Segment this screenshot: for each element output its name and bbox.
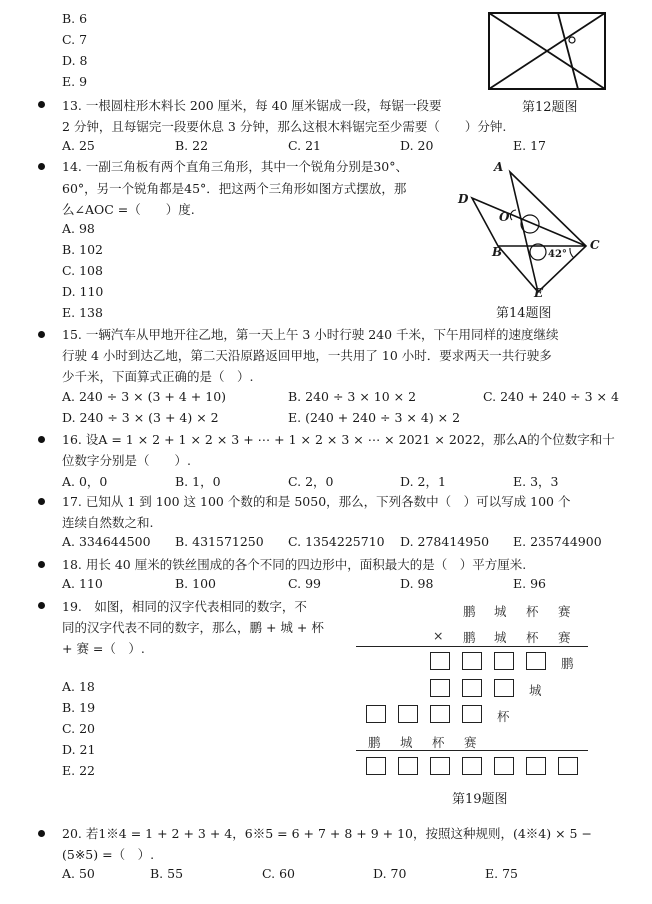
- puzzle-r1-c1: 鹏: [463, 604, 476, 619]
- puzzle-r2-c2: 城: [494, 630, 507, 645]
- puzzle-r4-c1: 鹏: [368, 735, 381, 750]
- q19-bullet: [38, 602, 45, 609]
- puzzle-times-sign: ×: [433, 628, 444, 643]
- puzzle-rule-1: [356, 646, 588, 647]
- puzzle-rule-2: [356, 750, 588, 751]
- q20-option-e: E. 75: [485, 866, 518, 881]
- puzzle-r1-c3: 杯: [526, 604, 539, 619]
- q14-text-line2: 60°，另一个锐角都是45°．把这两个三角形如图方式摆放，那: [62, 181, 407, 196]
- q16-option-d: D. 2，1: [400, 474, 446, 489]
- q12-option-b: B. 6: [62, 11, 88, 26]
- q14-option-c: C. 108: [62, 263, 103, 278]
- q12-option-c: C. 7: [62, 32, 88, 47]
- q17-bullet: [38, 498, 45, 505]
- puzzle-partial-2-label: 城: [529, 683, 542, 698]
- q15-text-line2: 行驶 4 小时到达乙地，第二天沿原路返回甲地，一共用了 10 小时．要求两天一共行驶多: [62, 348, 552, 363]
- puzzle-partial-1-label: 鹏: [561, 656, 574, 671]
- q18-option-c: C. 99: [288, 576, 321, 591]
- puzzle-cell: [398, 757, 418, 775]
- puzzle-cell: [462, 652, 482, 670]
- puzzle-cell: [430, 705, 450, 723]
- q16-option-b: B. 1，0: [175, 474, 221, 489]
- q18-text-line1: 18. 用长 40 厘米的铁丝围成的各个不同的四边形中，面积最大的是（ ）平方厘米.: [62, 557, 527, 572]
- q19-caption: 第19题图: [452, 792, 508, 807]
- puzzle-cell: [462, 757, 482, 775]
- q12-option-e: E. 9: [62, 74, 88, 89]
- q17-text-line1: 17. 已知从 1 到 100 这 100 个数的和是 5050，那么，下列各数中（ ）可以写成 100 个: [62, 494, 571, 509]
- puzzle-r2-c4: 赛: [558, 630, 571, 645]
- puzzle-cell: [494, 652, 514, 670]
- q16-bullet: [38, 436, 45, 443]
- puzzle-r4-c2: 城: [400, 735, 413, 750]
- puzzle-cell: [398, 705, 418, 723]
- q17-text-line2: 连续自然数之和.: [62, 515, 154, 530]
- q14-bullet: [38, 163, 45, 170]
- q19-text-line2: 同的汉字代表不同的数字，那么，鹏 + 城 + 杯: [62, 620, 324, 635]
- q13-option-e: E. 17: [513, 138, 546, 153]
- q15-option-e: E. (240 + 240 ÷ 3 × 4) × 2: [288, 410, 461, 425]
- puzzle-r4-c4: 赛: [464, 735, 477, 750]
- q18-bullet: [38, 561, 45, 568]
- q12-figure: [488, 12, 608, 92]
- q15-text-line3: 少千米，下面算式正确的是（ ）.: [62, 369, 254, 384]
- puzzle-r1-c2: 城: [494, 604, 507, 619]
- q17-option-b: B. 431571250: [175, 534, 264, 549]
- q16-option-c: C. 2，0: [288, 474, 334, 489]
- q20-option-a: A. 50: [62, 866, 95, 881]
- q17-option-d: D. 278414950: [400, 534, 490, 549]
- puzzle-cell: [526, 652, 546, 670]
- q14-label-b: B: [492, 245, 503, 259]
- puzzle-r2-c1: 鹏: [463, 630, 476, 645]
- q13-text-line2: 2 分钟，且每锯完一段要休息 3 分钟，那么这根木料锯完至少需要（ ）分钟.: [62, 119, 507, 134]
- puzzle-cell: [366, 757, 386, 775]
- q14-label-o: O: [499, 210, 510, 224]
- q16-text-line1: 16. 设A = 1 × 2 + 1 × 2 × 3 + ⋯ + 1 × 2 × 3 × ⋯ × 2021 × 2022，那么A的个位数字和十: [62, 432, 615, 447]
- q19-option-a: A. 18: [62, 679, 95, 694]
- q20-option-b: B. 55: [150, 866, 184, 881]
- puzzle-partial-3-label: 杯: [497, 709, 510, 724]
- puzzle-cell: [494, 679, 514, 697]
- q15-bullet: [38, 331, 45, 338]
- q20-text-line2: (5※5) =（ ）.: [62, 847, 155, 862]
- puzzle-cell: [430, 757, 450, 775]
- q14-text-line3: 么∠AOC =（ ）度.: [62, 202, 195, 217]
- puzzle-cell: [494, 757, 514, 775]
- q20-text-line1: 20. 若1※4 = 1 + 2 + 3 + 4，6※5 = 6 + 7 + 8 + 9 + 10，按照这种规则，(4※4) × 5 −: [62, 826, 592, 841]
- q19-option-e: E. 22: [62, 763, 95, 778]
- puzzle-cell: [430, 679, 450, 697]
- q14-angle-label: 42°: [548, 249, 567, 260]
- q15-option-d: D. 240 ÷ 3 × (3 + 4) × 2: [62, 410, 219, 425]
- q13-option-b: B. 22: [175, 138, 209, 153]
- q14-option-e: E. 138: [62, 305, 103, 320]
- q14-label-e: E: [534, 286, 544, 300]
- q17-option-c: C. 1354225710: [288, 534, 385, 549]
- puzzle-r1-c4: 赛: [558, 604, 571, 619]
- q12-caption: 第12题图: [522, 100, 578, 115]
- q13-bullet: [38, 101, 45, 108]
- q13-option-c: C. 21: [288, 138, 321, 153]
- q14-text-line1: 14. 一副三角板有两个直角三角形，其中一个锐角分别是30°、: [62, 159, 409, 174]
- puzzle-cell: [366, 705, 386, 723]
- q16-text-line2: 位数字分别是（ ）.: [62, 453, 191, 468]
- puzzle-cell: [526, 757, 546, 775]
- q18-option-a: A. 110: [62, 576, 103, 591]
- q14-label-a: A: [494, 160, 504, 174]
- puzzle-r2-c3: 杯: [526, 630, 539, 645]
- q19-text-line3: + 赛 =（ ）.: [62, 641, 145, 656]
- q15-option-a: A. 240 ÷ 3 × (3 + 4 + 10): [62, 389, 227, 404]
- q18-option-e: E. 96: [513, 576, 546, 591]
- q17-option-e: E. 235744900: [513, 534, 602, 549]
- q20-option-c: C. 60: [262, 866, 295, 881]
- q15-option-b: B. 240 ÷ 3 × 10 × 2: [288, 389, 417, 404]
- puzzle-cell: [558, 757, 578, 775]
- q14-caption: 第14题图: [496, 306, 552, 321]
- q15-text-line1: 15. 一辆汽车从甲地开往乙地，第一天上午 3 小时行驶 240 千米，下午用同样的速度继续: [62, 327, 559, 342]
- q14-label-d: D: [458, 192, 469, 206]
- puzzle-cell: [462, 679, 482, 697]
- q13-option-a: A. 25: [62, 138, 95, 153]
- q14-label-c: C: [590, 238, 600, 252]
- q18-option-d: D. 98: [400, 576, 434, 591]
- q14-figure: [450, 160, 610, 302]
- q19-option-c: C. 20: [62, 721, 95, 736]
- q13-text-line1: 13. 一根圆柱形木料长 200 厘米，每 40 厘米锯成一段，每锯一段要: [62, 98, 442, 113]
- q14-option-b: B. 102: [62, 242, 103, 257]
- puzzle-cell: [462, 705, 482, 723]
- q19-option-d: D. 21: [62, 742, 96, 757]
- puzzle-r4-c3: 杯: [432, 735, 445, 750]
- q19-option-b: B. 19: [62, 700, 96, 715]
- q15-option-c: C. 240 + 240 ÷ 3 × 4: [483, 389, 619, 404]
- q14-option-d: D. 110: [62, 284, 104, 299]
- q20-option-d: D. 70: [373, 866, 407, 881]
- puzzle-cell: [430, 652, 450, 670]
- q18-option-b: B. 100: [175, 576, 216, 591]
- q17-option-a: A. 334644500: [62, 534, 151, 549]
- q13-option-d: D. 20: [400, 138, 434, 153]
- q14-option-a: A. 98: [62, 221, 95, 236]
- q16-option-e: E. 3，3: [513, 474, 559, 489]
- q16-option-a: A. 0，0: [62, 474, 108, 489]
- q12-option-d: D. 8: [62, 53, 88, 68]
- q19-text-line1: 19. 如图，相同的汉字代表相同的数字，不: [62, 599, 307, 614]
- q20-bullet: [38, 830, 45, 837]
